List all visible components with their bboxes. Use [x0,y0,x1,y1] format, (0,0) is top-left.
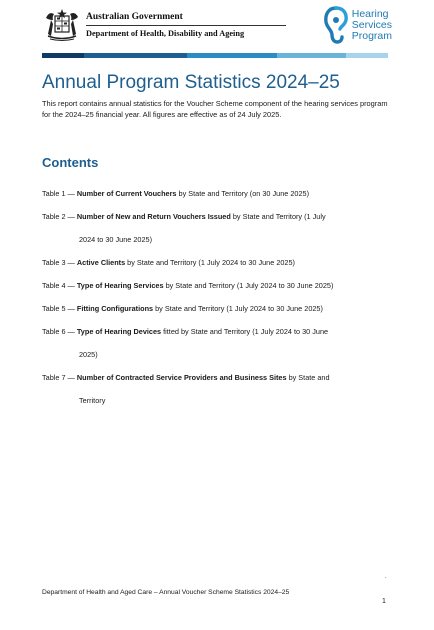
footer-mark: . [385,574,387,580]
toc-title: Type of Hearing Services [76,281,164,290]
toc-entry-table-6[interactable] [42,326,392,360]
toc-prefix: Table 6 — [42,327,77,336]
toc-prefix: Table 4 — [42,281,77,290]
government-name: Australian Government [86,12,183,22]
toc-detail: by State and Territory (1 July [230,212,326,221]
toc-entry-table-5[interactable] [42,303,392,314]
toc-prefix: Table 2 — [42,212,77,221]
stripe-segment [42,53,84,58]
coat-of-arms-icon [42,8,82,42]
toc-detail: fitted by State and Territory (1 July 2024 to 30 June [161,327,329,336]
australian-government-logo [42,8,286,42]
page-number: 1 [382,598,386,605]
report-title: Annual Program Statistics 2024–25 [42,72,340,93]
toc-prefix: Table 3 — [42,258,77,267]
toc-prefix: Table 5 — [42,304,77,313]
toc-entry-table-3[interactable] [42,257,392,268]
toc-prefix: Table 7 — [42,373,77,382]
hearing-services-program-logo [323,6,392,44]
toc-title: Number of Contracted Service Providers and Business Sites [76,373,287,382]
toc-detail: by State and Territory (1 July 2024 to 30 June 2025) [153,304,323,313]
toc-continuation: Territory [79,396,106,405]
toc-detail: by State and [286,373,330,382]
report-intro: This report contains annual statistics for the Voucher Scheme component of the hearing services program for the 2024–25 financial year. All figures are effective as of 24 July 2025. [42,99,388,119]
stripe-segment [187,53,277,58]
toc-prefix: Table 1 — [42,189,77,198]
toc-detail: by State and Territory (1 July 2024 to 30 June 2025) [163,281,334,290]
toc-title: Number of New and Return Vouchers Issued [76,212,231,221]
toc-continuation: 2024 to 30 June 2025) [79,235,153,244]
toc-title: Number of Current Vouchers [76,189,177,198]
contents-heading: Contents [42,155,99,170]
toc-detail: by State and Territory (on 30 June 2025) [176,189,310,198]
toc-entry-table-4[interactable] [42,280,392,291]
toc-title: Fitting Configurations [76,304,154,313]
footer-text: Department of Health and Aged Care – Annual Voucher Scheme Statistics 2024–25 [42,589,290,596]
header-color-stripe [42,53,388,58]
stripe-segment [277,53,346,58]
toc-detail: by State and Territory (1 July 2024 to 30 June 2025) [125,258,295,267]
department-name: Department of Health, Disability and Ageing [86,29,245,38]
toc-entry-table-1[interactable] [42,188,392,199]
stripe-segment [84,53,188,58]
program-word-3: Program [351,29,392,42]
government-wordmark [86,12,286,39]
toc-entry-table-7[interactable] [42,372,392,406]
page-header [42,6,392,50]
toc-continuation: 2025) [79,350,98,359]
toc-title: Active Clients [76,258,126,267]
program-word-1: Hearing [351,7,389,20]
program-wordmark [352,9,392,42]
toc-title: Type of Hearing Devices [76,327,162,336]
toc-entry-table-2[interactable] [42,211,392,245]
logo-divider [86,25,286,26]
table-of-contents [42,188,392,418]
program-word-2: Services [351,18,392,31]
hearing-ear-icon [323,6,349,44]
stripe-segment [346,53,388,58]
